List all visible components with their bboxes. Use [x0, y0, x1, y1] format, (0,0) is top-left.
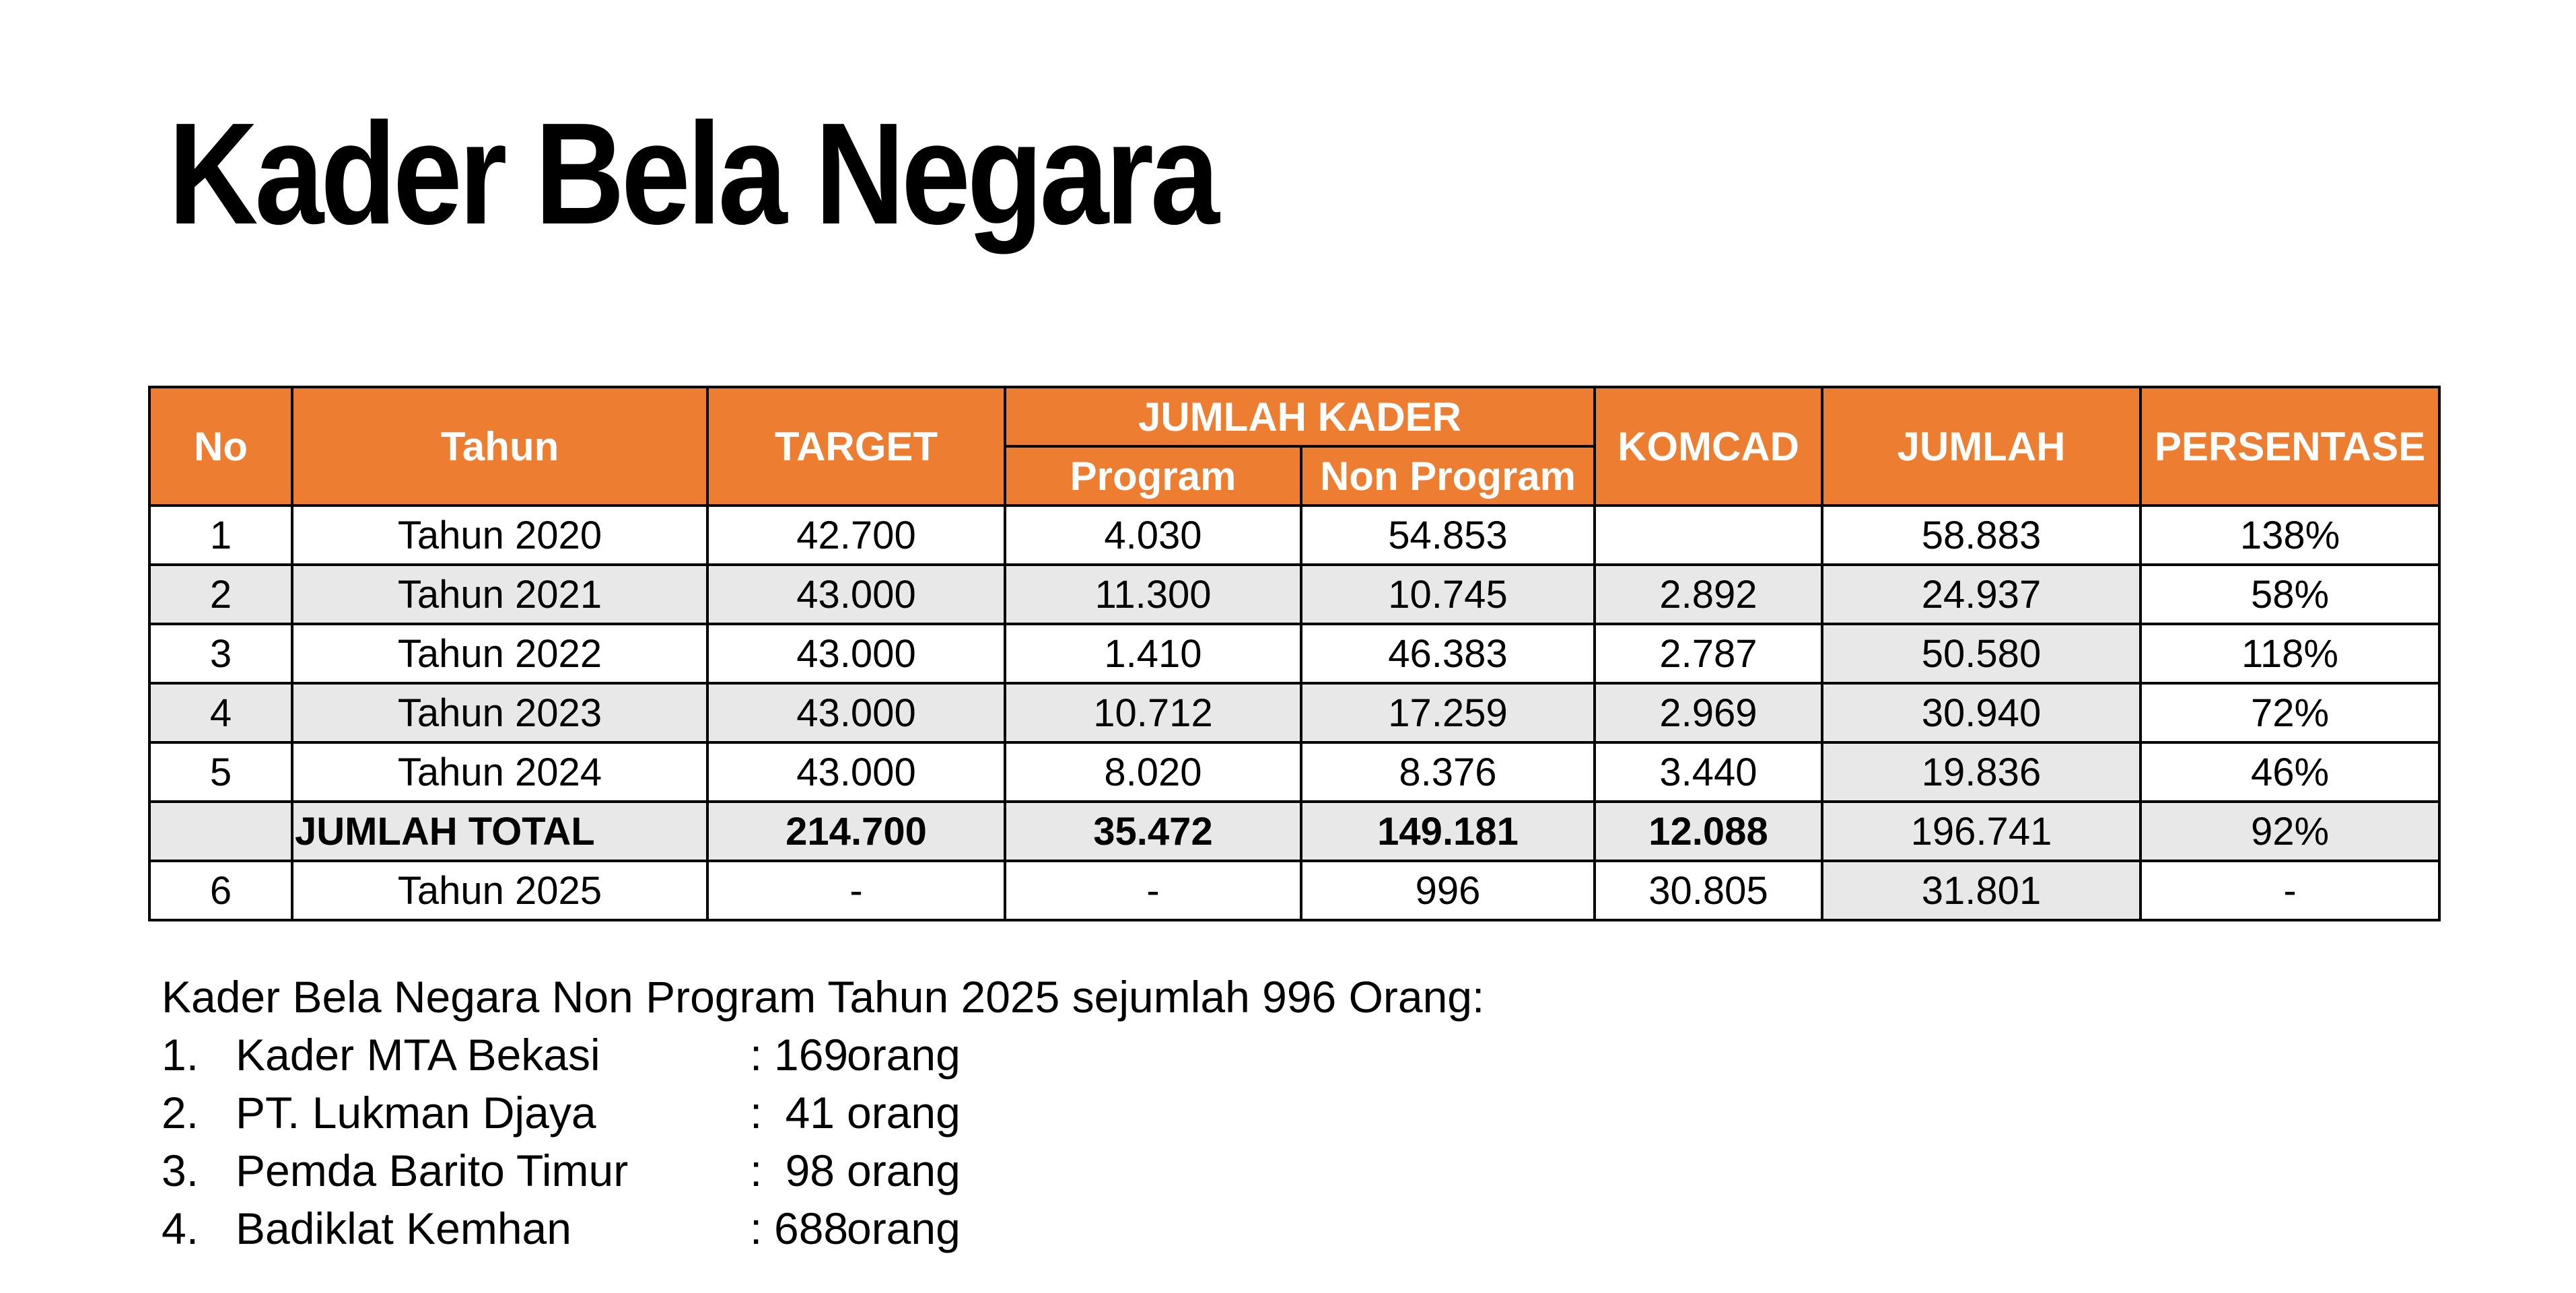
cell-tahun: Tahun 2023 [292, 683, 707, 742]
table-row [149, 742, 2439, 802]
cell-tahun: Tahun 2024 [292, 742, 707, 802]
cell-jumlah: 19.836 [1822, 742, 2140, 802]
cell-no: 3 [149, 624, 292, 683]
table-row [149, 505, 2439, 565]
list-item [162, 1084, 1484, 1142]
cell-persentase: 118% [2140, 624, 2439, 683]
total-row [149, 802, 2439, 861]
list-item-count: 688 [774, 1203, 849, 1253]
cell-tahun: Tahun 2020 [292, 505, 707, 565]
list-item-number: 2. [162, 1088, 199, 1138]
header-program: Program [1005, 446, 1301, 505]
header-non-program: Non Program [1301, 446, 1595, 505]
total-jumlah: 196.741 [1822, 802, 2140, 861]
cell-program: - [1005, 861, 1301, 920]
list-item-name: Badiklat Kemhan [236, 1203, 571, 1253]
cell-no: 1 [149, 505, 292, 565]
list-item [162, 1199, 1484, 1257]
cell-persentase: 138% [2140, 505, 2439, 565]
list-item-unit: orang [847, 1088, 961, 1138]
cell-no: 5 [149, 742, 292, 802]
cell-non-program: 54.853 [1301, 505, 1595, 565]
cell-persentase: 46% [2140, 742, 2439, 802]
cell-jumlah: 50.580 [1822, 624, 2140, 683]
total-label: JUMLAH TOTAL [292, 802, 707, 861]
total-komcad: 12.088 [1595, 802, 1822, 861]
total-program: 35.472 [1005, 802, 1301, 861]
header-jumlah: JUMLAH [1822, 387, 2140, 505]
list-item-colon: : [750, 1088, 763, 1138]
list-item [162, 1026, 1484, 1084]
cell-non-program: 10.745 [1301, 565, 1595, 624]
cell-non-program: 8.376 [1301, 742, 1595, 802]
cell-non-program: 46.383 [1301, 624, 1595, 683]
table-row [149, 624, 2439, 683]
cell-non-program: 996 [1301, 861, 1595, 920]
cell-komcad: 30.805 [1595, 861, 1822, 920]
cell-target: 43.000 [707, 565, 1005, 624]
cell-target: 43.000 [707, 742, 1005, 802]
list-item-count: 41 [785, 1088, 835, 1138]
list-item-number: 3. [162, 1146, 199, 1195]
cell-tahun: Tahun 2021 [292, 565, 707, 624]
list-item-unit: orang [847, 1203, 961, 1253]
list-item-name: Kader MTA Bekasi [236, 1030, 600, 1080]
cell-tahun: Tahun 2022 [292, 624, 707, 683]
total-non-program: 149.181 [1301, 802, 1595, 861]
table-row [149, 683, 2439, 742]
cell-program: 1.410 [1005, 624, 1301, 683]
list-item [162, 1142, 1484, 1199]
list-item-unit: orang [847, 1146, 961, 1195]
list-item-colon: : [750, 1203, 763, 1253]
cell-target: 43.000 [707, 624, 1005, 683]
cell-jumlah: 58.883 [1822, 505, 2140, 565]
cell-no: 4 [149, 683, 292, 742]
cell-target: 42.700 [707, 505, 1005, 565]
total-persentase: 92% [2140, 802, 2439, 861]
cell-komcad: 2.969 [1595, 683, 1822, 742]
cell-no: 6 [149, 861, 292, 920]
header-persentase: PERSENTASE [2140, 387, 2439, 505]
list-item-count: 169 [774, 1030, 849, 1080]
cell-non-program: 17.259 [1301, 683, 1595, 742]
notes-intro: Kader Bela Negara Non Program Tahun 2025 sejumlah 996 Orang: [162, 972, 1485, 1022]
list-item-colon: : [750, 1146, 763, 1195]
table-row [149, 861, 2439, 920]
cell-program: 11.300 [1005, 565, 1301, 624]
cell-no: 2 [149, 565, 292, 624]
list-item-name: PT. Lukman Djaya [236, 1088, 596, 1138]
cell-komcad: 2.892 [1595, 565, 1822, 624]
header-tahun: Tahun [292, 387, 707, 505]
page-title: Kader Bela Negara [168, 92, 1216, 254]
cell-persentase: 72% [2140, 683, 2439, 742]
notes-section [162, 968, 1484, 1257]
list-item-unit: orang [847, 1030, 961, 1080]
cell-jumlah: 24.937 [1822, 565, 2140, 624]
cell-persentase: 58% [2140, 565, 2439, 624]
cell-target: 43.000 [707, 683, 1005, 742]
cell-komcad: 2.787 [1595, 624, 1822, 683]
kader-table [148, 386, 2441, 921]
header-komcad: KOMCAD [1595, 387, 1822, 505]
cell-komcad [1595, 505, 1822, 565]
list-item-number: 1. [162, 1030, 199, 1080]
list-item-number: 4. [162, 1203, 199, 1253]
cell-program: 8.020 [1005, 742, 1301, 802]
cell-target: - [707, 861, 1005, 920]
list-item-name: Pemda Barito Timur [236, 1146, 629, 1195]
cell-jumlah: 30.940 [1822, 683, 2140, 742]
list-item-count: 98 [785, 1146, 835, 1195]
header-jumlah-kader: JUMLAH KADER [1005, 387, 1595, 446]
cell-no-empty [149, 802, 292, 861]
cell-komcad: 3.440 [1595, 742, 1822, 802]
cell-persentase: - [2140, 861, 2439, 920]
header-no: No [149, 387, 292, 505]
cell-tahun: Tahun 2025 [292, 861, 707, 920]
header-target: TARGET [707, 387, 1005, 505]
total-target: 214.700 [707, 802, 1005, 861]
cell-program: 4.030 [1005, 505, 1301, 565]
cell-jumlah: 31.801 [1822, 861, 2140, 920]
cell-program: 10.712 [1005, 683, 1301, 742]
list-item-colon: : [750, 1030, 763, 1080]
table-row [149, 565, 2439, 624]
